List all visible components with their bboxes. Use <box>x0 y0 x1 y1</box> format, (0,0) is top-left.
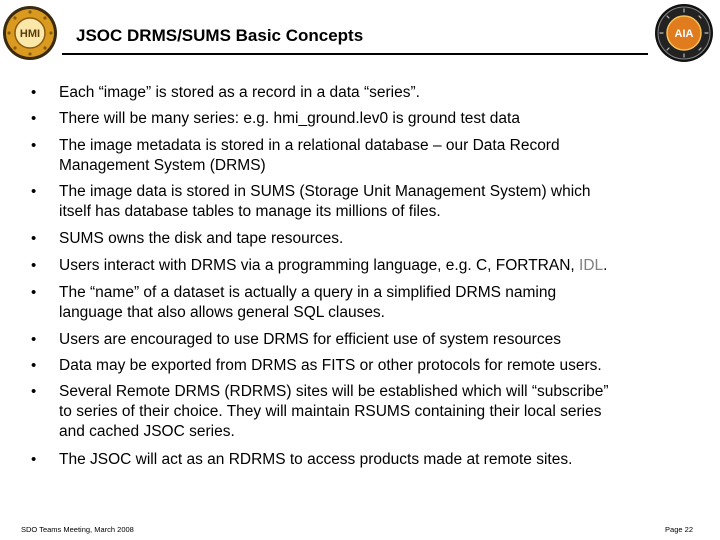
bullet-text: Each “image” is stored as a record in a data “series”. <box>59 84 420 101</box>
bullet-dot: • <box>31 383 37 400</box>
bullet-dot: • <box>31 137 37 154</box>
footer-meeting: SDO Teams Meeting, March 2008 <box>21 525 134 534</box>
bullet-text <box>59 256 709 276</box>
bullet-dot: • <box>31 230 37 247</box>
bullet-dot: • <box>31 84 37 101</box>
bullet-dot: • <box>31 451 37 468</box>
aia-logo-text: AIA <box>674 28 694 40</box>
bullet-text: Data may be exported from DRMS as FITS or other protocols for remote users. <box>59 357 602 374</box>
idl-highlight: IDL <box>579 257 604 274</box>
bullet-text: There will be many series: e.g. hmi_ground.lev0 is ground test data <box>59 110 520 127</box>
bullet-text: Several Remote DRMS (RDRMS) sites will be established which will “subscribe” to series of their choice. They will maintain RSUMS containing their local series and cached JSOC series. <box>59 383 609 440</box>
bullet-text: SUMS owns the disk and tape resources. <box>59 230 344 247</box>
bullet-text: The “name” of a dataset is actually a query in a simplified DRMS naming language that also allows general SQL clauses. <box>59 284 557 321</box>
bullet-dot: • <box>31 183 37 200</box>
bullet-dot: • <box>31 284 37 301</box>
bullet-text-main: Users interact with DRMS via a programming language, e.g. C, FORTRAN, <box>59 257 580 274</box>
bullet-text: The JSOC will act as an RDRMS to access products made at remote sites. <box>59 451 573 468</box>
footer-page-number: Page 22 <box>665 525 693 534</box>
hmi-logo-text: HMI <box>19 28 41 40</box>
bullet-dot: • <box>31 357 37 374</box>
bullet-text: The image metadata is stored in a relational database – our Data Record Management System (DRMS) <box>59 137 560 174</box>
bullet-text: The image data is stored in SUMS (Storage Unit Management System) which itself has database tables to manage its millions of files. <box>59 183 591 220</box>
slide-title: JSOC DRMS/SUMS Basic Concepts <box>76 26 364 45</box>
bullet-dot: • <box>31 110 37 127</box>
bullet-dot: • <box>31 257 37 274</box>
bullet-dot: • <box>31 331 37 348</box>
bullet-text: Users are encouraged to use DRMS for efficient use of system resources <box>59 331 561 348</box>
bullet-text-suffix: . <box>603 257 608 274</box>
